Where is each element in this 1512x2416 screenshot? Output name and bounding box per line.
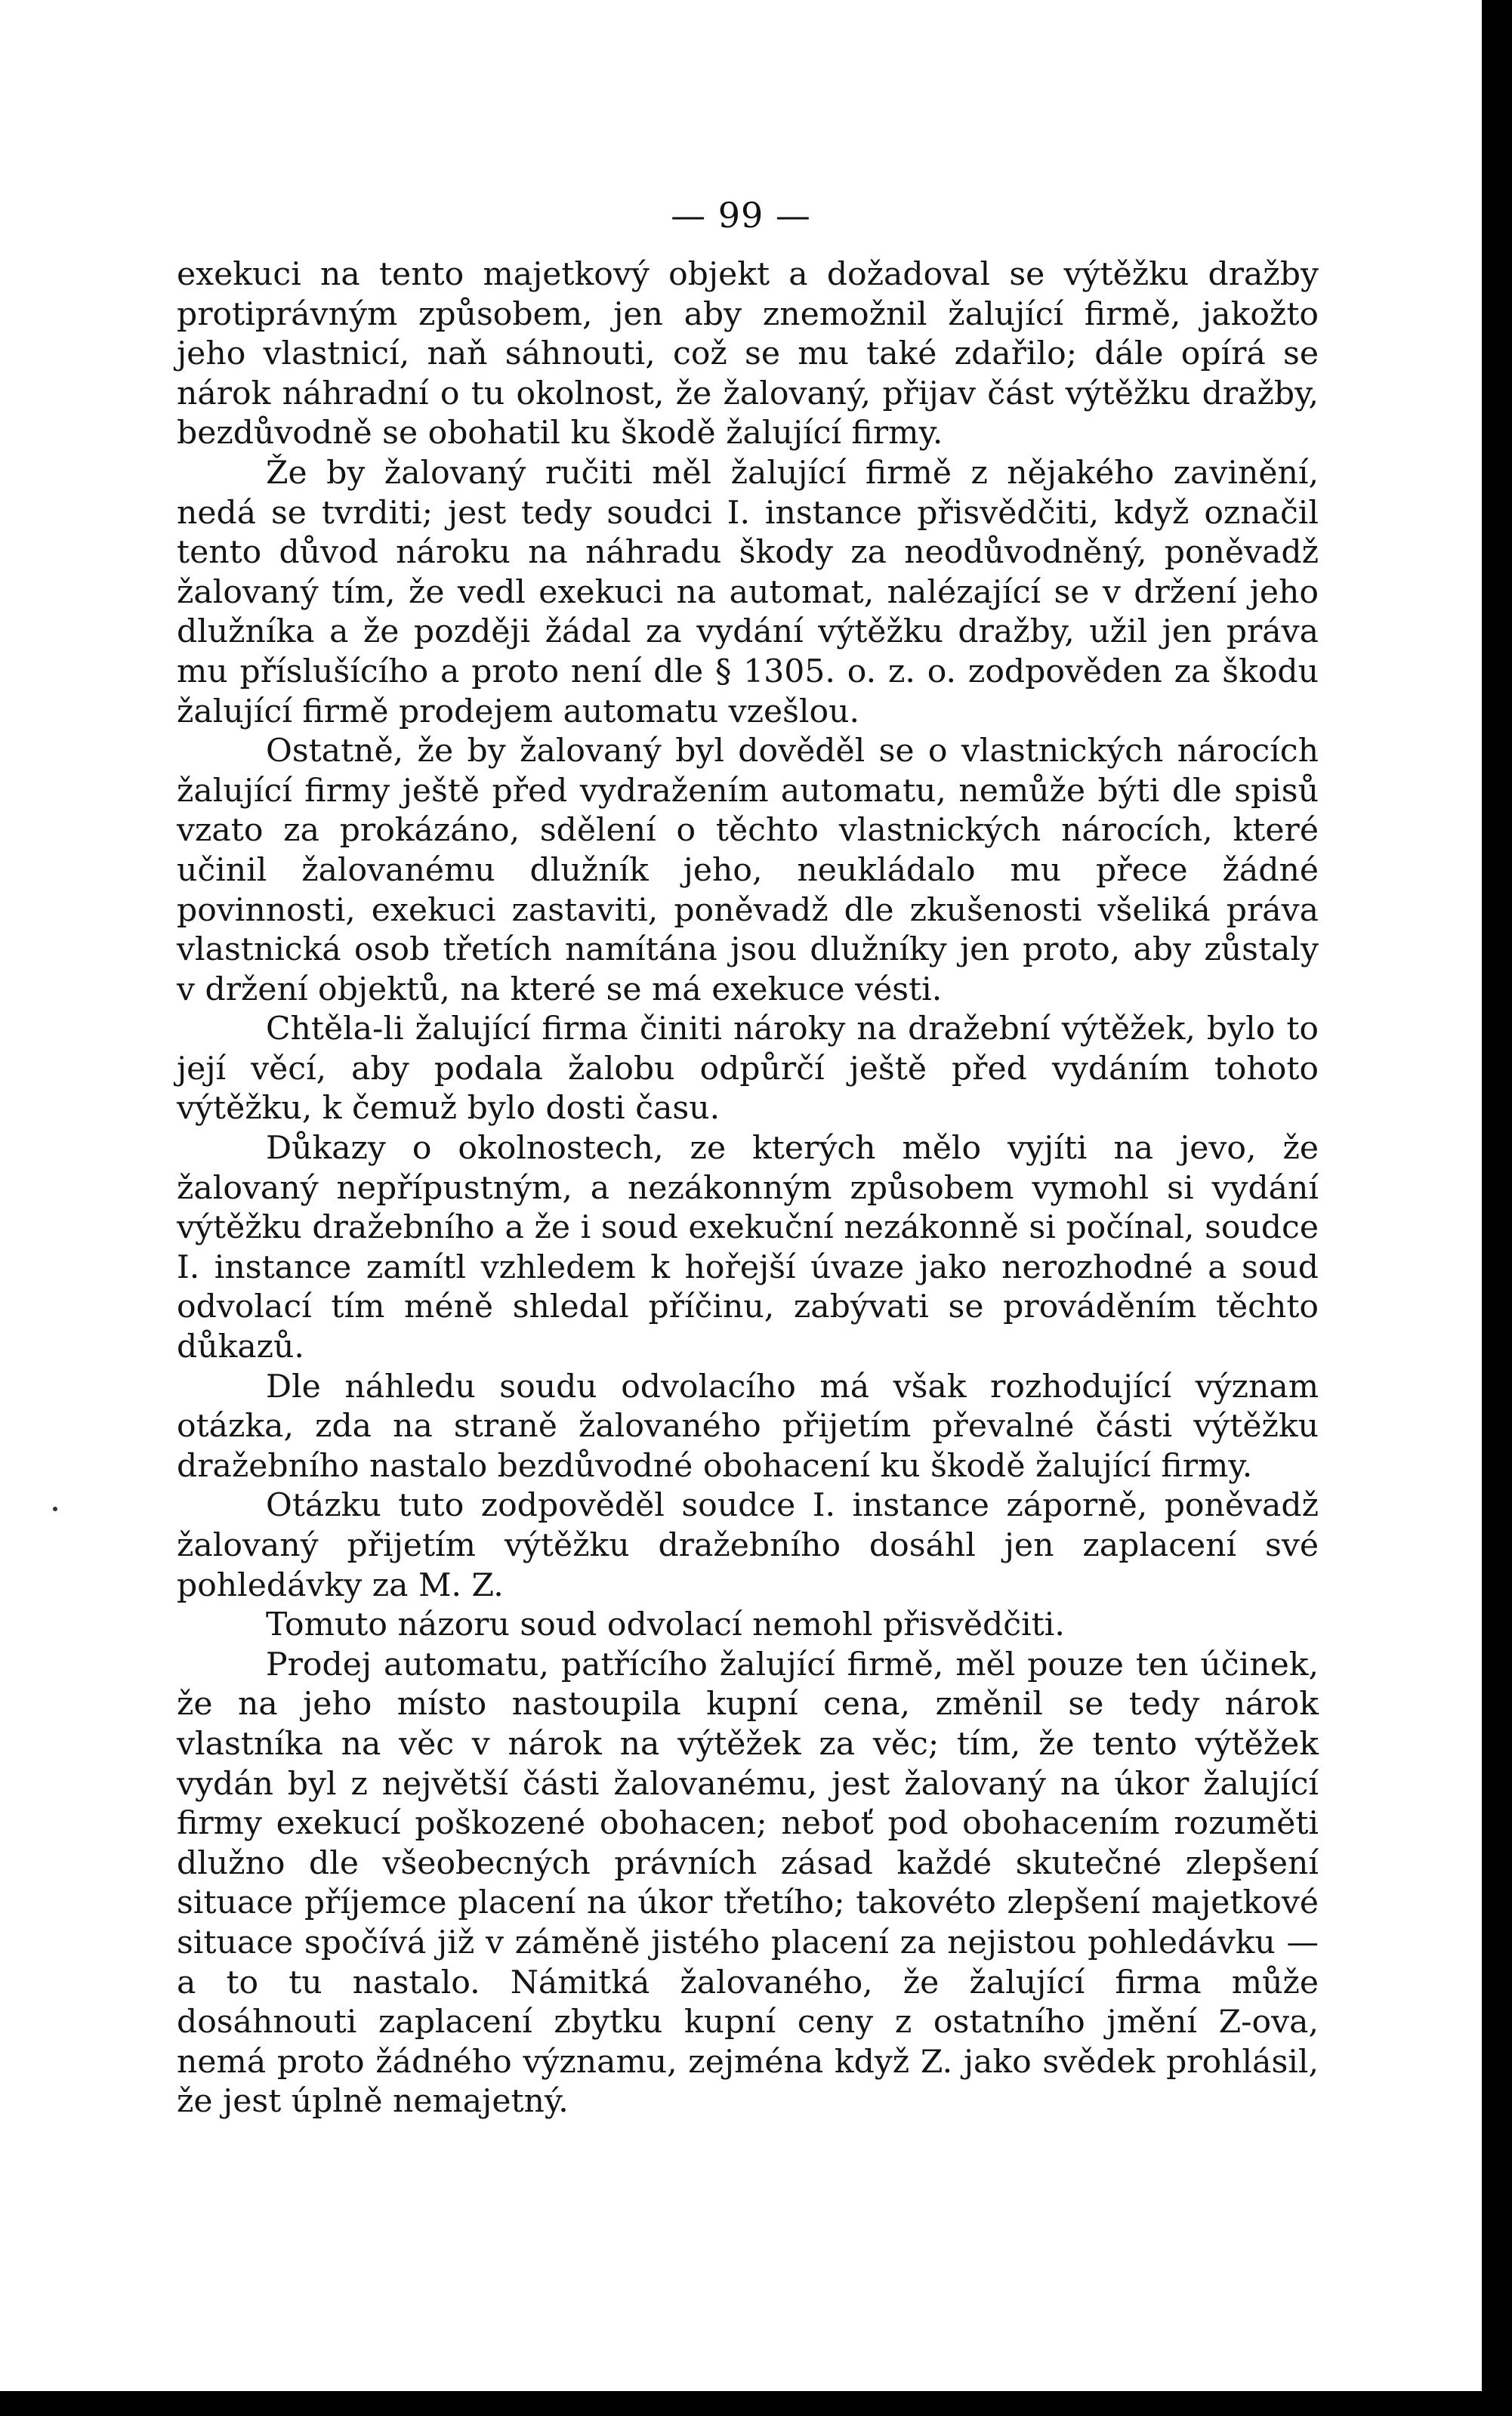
paragraph-8: Tomuto názoru soud odvolací nemohl přisvědčiti. — [266, 1606, 1065, 1644]
paragraph-7: Otázku tuto zodpověděl soudce I. instance záporně, poněvadž žalovaný přijetím výtěžku dražebního dosáhl jen zaplacení své pohledávky za M. Z. — [177, 1487, 1319, 1604]
paragraph-1: exekuci na tento majetkový objekt a dožadoval se výtěžku dražby protiprávným způsobem, jen aby znemožnil žalující firmě, jakožto jeho vlastnicí, naň sáhnouti, což se mu také zdařilo; dále opírá se nárok náhradní o tu okolnost, že žalovaný, přijav část výtěžku dražby, bezdůvodně se obohatil ku škodě žalující firmy. — [177, 256, 1319, 452]
paragraph-6: Dle náhledu soudu odvolacího má však rozhodující význam otázka, zda na straně žalovaného přijetím převalné části výtěžku dražebního nastalo bezdůvodné obohacení ku škodě žalující firmy. — [177, 1368, 1319, 1485]
print-speck — [53, 1507, 57, 1511]
page-number: — 99 — — [671, 195, 811, 236]
paragraph-9: Prodej automatu, patřícího žalující firmě, měl pouze ten účinek, že na jeho místo nastoupila kupní cena, změnil se tedy nárok vlastníka na věc v nárok na výtěžek za věc; tím, že tento výtěžek vydán byl z největší části žalovanému, jest žalovaný na úkor žalující firmy exekucí poškozené obohacen; neboť pod obohacením rozuměti dlužno dle všeobecných právních zásad každé skutečné zlepšení situace příjemce placení na úkor třetího; takovéto zlepšení majetkové situace spočívá již v záměně jistého placení za nejistou pohledávku — a to tu nastalo. Námitká žalovaného, že žalující firma může dosáhnouti zaplacení zbytku kupní ceny z ostatního jmění Z-ova, nemá proto žádného významu, zejména když Z. jako svědek prohlásil, že jest úplně nemajetný. — [177, 1646, 1319, 2121]
paragraph-5: Důkazy o okolnostech, ze kterých mělo vyjíti na jevo, že žalovaný nepřípustným, a nezákonným způsobem vymohl si vydání výtěžku dražebního a že i soud exekuční nezákonně si počínal, soudce I. instance zamítl vzhledem k hořejší úvaze jako nerozhodné a soud odvolací tím méně shledal příčinu, zabývati se prováděním těchto důkazů. — [177, 1130, 1319, 1366]
paragraph-3: Ostatně, že by žalovaný byl dověděl se o vlastnických nárocích žalující firmy ještě před vydražením automatu, nemůže býti dle spisů vzato za prokázáno, sdělení o těchto vlastnických nárocích, které učinil žalovanému dlužník jeho, neukládalo mu přece žádné povinnosti, exekuci zastaviti, poněvadž dle zkušenosti všeliká práva vlastnická osob třetích namítána jsou dlužníky jen proto, aby zůstaly v držení objektů, na které se má exekuce vésti. — [177, 733, 1319, 1008]
paragraph-4: Chtěla-li žalující firma činiti nároky na dražební výtěžek, bylo to její věcí, aby podala žalobu odpůrčí ještě před vydáním tohoto výtěžku, k čemuž bylo dosti času. — [177, 1011, 1319, 1128]
body-text — [177, 255, 1319, 2122]
paragraph-2: Že by žalovaný ručiti měl žalující firmě z nějakého zavinění, nedá se tvrditi; jest tedy soudci I. instance přisvědčiti, když označil tento důvod nároku na náhradu škody za neodůvodněný, poněvadž žalovaný tím, že vedl exekuci na automat, nalézající se v držení jeho dlužníka a že později žádal za vydání výtěžku dražby, užil jen práva mu příslušícího a proto není dle § 1305. o. z. o. zodpověden za škodu žalující firmě prodejem automatu vzešlou. — [177, 454, 1319, 730]
